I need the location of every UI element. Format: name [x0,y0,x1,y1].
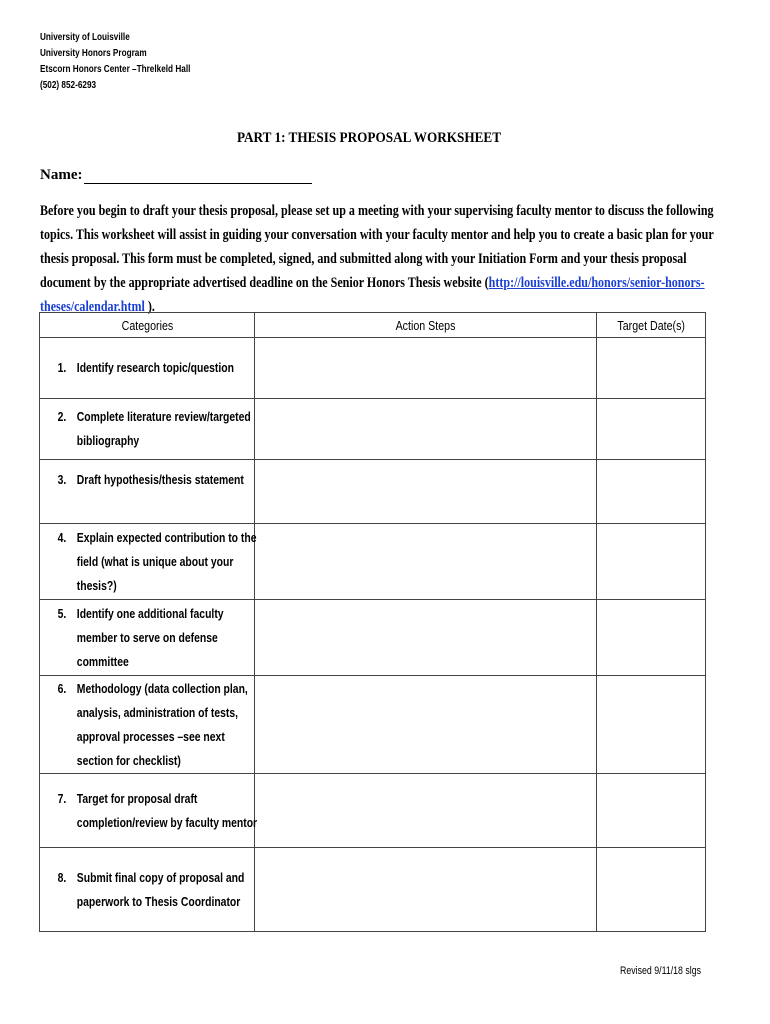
action-steps-cell[interactable] [255,774,597,848]
category-cell [40,848,255,932]
table-row [40,338,706,399]
category-text: Submit final copy of proposal and paperwork to Thesis Coordinator [76,869,245,909]
column-header-categories: Categories [40,313,255,338]
category-number: 3. [57,472,67,487]
category-cell [40,676,255,774]
category-cell [40,774,258,848]
target-date-cell[interactable] [597,399,706,460]
table-header-row [40,313,706,338]
target-date-cell[interactable] [597,774,706,848]
category-number: 2. [57,409,67,424]
worksheet-table [39,312,706,932]
action-steps-cell[interactable] [255,399,597,460]
category-text: Explain expected contribution to the field (what is unique about your thesis?) [76,529,257,593]
intro-line: Before you begin to draft your thesis proposal, please set up a meeting with your supervising faculty mentor to discuss the following [40,203,714,219]
target-date-cell[interactable] [597,460,706,524]
category-text: Identify research topic/question [76,360,234,375]
table-row [40,399,706,460]
calendar-link[interactable]: http://louisville.edu/honors/senior-honors- [488,275,705,291]
intro-line [40,271,705,295]
table-row [40,524,706,600]
action-steps-cell[interactable] [255,848,597,932]
header-line-phone: (502) 852-6293 [40,80,97,91]
revision-note: Revised 9/11/18 slgs [620,965,702,977]
header-line-center: Etscorn Honors Center –Threlkeld Hall [40,64,191,75]
table-row [40,460,706,524]
intro-line: thesis proposal. This form must be completed, signed, and submitted along with your Initiation Form and your thesis proposal [40,251,687,267]
target-date-cell[interactable] [597,676,706,774]
category-cell [40,399,255,460]
action-steps-cell[interactable] [255,600,597,676]
category-text: Target for proposal draft completion/review by faculty mentor [76,790,258,830]
target-date-cell[interactable] [597,848,706,932]
table-row [40,676,706,774]
category-number: 5. [57,605,67,621]
column-header-action-steps: Action Steps [255,313,597,338]
category-number: 7. [57,790,67,806]
target-date-cell[interactable] [597,600,706,676]
target-date-cell[interactable] [597,524,706,600]
category-number: 1. [57,360,67,375]
category-number: 4. [57,529,67,545]
action-steps-cell[interactable] [255,524,597,600]
intro-line-text: document by the appropriate advertised deadline on the Senior Honors Thesis website ( [40,275,489,291]
category-cell [40,338,255,399]
category-text: Methodology (data collection plan, analysis, administration of tests, approval processes –see next section for checklist) [76,680,248,768]
action-steps-cell[interactable] [255,676,597,774]
table-row [40,600,706,676]
calendar-link-continued[interactable]: theses/calendar.html [40,299,145,315]
name-row [40,165,312,184]
action-steps-cell[interactable] [255,338,597,399]
category-text: Draft hypothesis/thesis statement [76,472,244,487]
intro-line-text: ). [144,299,155,315]
letterhead [40,30,190,94]
header-line-program: University Honors Program [40,48,147,59]
category-text: Complete literature review/targeted bibliography [76,409,251,448]
table-row [40,774,706,848]
category-number: 8. [57,869,67,885]
header-line-university: University of Louisville [40,32,130,43]
target-date-cell[interactable] [597,338,706,399]
intro-paragraph [40,199,714,319]
action-steps-cell[interactable] [255,460,597,524]
column-header-target-dates: Target Date(s) [597,313,706,338]
category-cell [40,460,255,524]
page-title: PART 1: THESIS PROPOSAL WORKSHEET [236,130,502,146]
category-cell [40,600,255,676]
name-label: Name: [40,167,83,183]
category-text: Identify one additional faculty member to serve on defense committee [76,605,224,669]
intro-line: topics. This worksheet will assist in guiding your conversation with your faculty mentor and help you to create a basic plan for your [40,227,714,243]
table-row [40,848,706,932]
name-field[interactable] [84,165,312,184]
category-cell [40,524,255,600]
category-number: 6. [57,680,67,696]
